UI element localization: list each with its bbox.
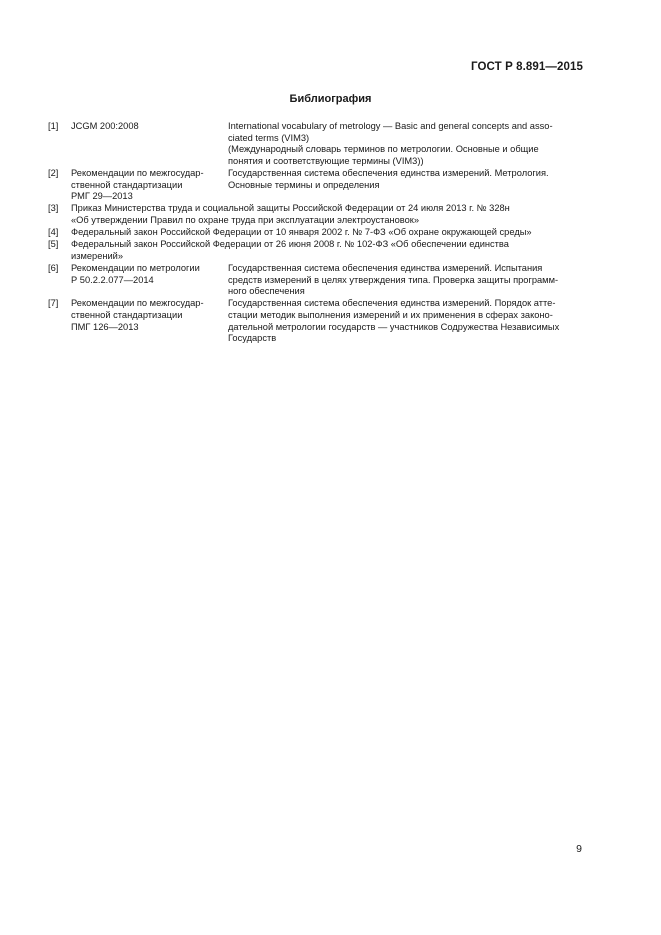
entry-description [228, 298, 584, 344]
source-line: Рекомендации по метрологии [71, 263, 200, 274]
text-line: Федеральный закон Российской Федерации от 10 января 2002 г. № 7-ФЗ «Об охране окружающей среды» [71, 227, 532, 238]
source-line: Рекомендации по межгосудар- [71, 167, 204, 178]
page-number: 9 [576, 843, 582, 855]
text-line: Федеральный закон Российской Федерации от 26 июня 2008 г. № 102-ФЗ «Об обеспечении единства [71, 239, 509, 250]
entry-description [228, 121, 584, 167]
description-line: Государственная система обеспечения единства измерений. Испытания [228, 263, 543, 274]
text-line: измерений» [71, 250, 124, 261]
bibliography-entry-6 [48, 263, 584, 298]
entry-source [71, 168, 228, 203]
text-line: Приказ Министерства труда и социальной защиты Российской Федерации от 24 июля 2013 г. № 328н [71, 203, 510, 214]
document-code: ГОСТ Р 8.891—2015 [471, 61, 583, 73]
source-line: ственной стандартизации [71, 179, 183, 190]
description-line: International vocabulary of metrology — Basic and general concepts and asso- [228, 121, 553, 131]
entry-number: [1] [48, 121, 59, 131]
entry-source [71, 121, 228, 167]
description-line: ного обеспечения [228, 286, 305, 297]
entry-source [71, 298, 228, 344]
description-line: ciated terms (VIM3) [228, 132, 310, 143]
description-line: Государственная система обеспечения единства измерений. Метрология. [228, 167, 549, 178]
section-title: Библиография [289, 93, 372, 105]
entry-text [71, 239, 584, 262]
description-line: средств измерений в целях утверждения типа. Проверка защиты программ- [228, 274, 559, 285]
entry-number: [7] [48, 298, 59, 309]
description-line: Государств [228, 333, 277, 344]
bibliography-entry-2 [48, 168, 584, 203]
entry-text [71, 227, 584, 239]
bibliography-entry-5 [48, 239, 584, 262]
entry-number: [3] [48, 203, 59, 214]
source-line: JCGM 200:2008 [71, 121, 139, 131]
bibliography-entry-4 [48, 227, 584, 239]
bibliography-list [48, 121, 584, 345]
entry-number: [5] [48, 239, 59, 250]
entry-source [71, 263, 228, 298]
source-line: ственной стандартизации [71, 310, 183, 321]
entry-number: [6] [48, 263, 59, 274]
bibliography-entry-1 [48, 121, 584, 167]
entry-number: [4] [48, 227, 59, 238]
description-line: стации методик выполнения измерений и их применения в сферах законо- [228, 310, 553, 321]
description-line: (Международный словарь терминов по метрологии. Основные и общие [228, 144, 539, 155]
text-line: «Об утверждении Правил по охране труда при эксплуатации электроустановок» [71, 214, 420, 225]
entry-text [71, 203, 584, 226]
description-line: Государственная система обеспечения единства измерений. Порядок атте- [228, 298, 556, 309]
source-line: Рекомендации по межгосудар- [71, 298, 204, 309]
bibliography-entry-3 [48, 203, 584, 226]
source-line: РМГ 29—2013 [71, 191, 133, 202]
entry-number: [2] [48, 167, 59, 178]
source-line: ПМГ 126—2013 [71, 321, 139, 332]
entry-description [228, 263, 584, 298]
source-line: Р 50.2.2.077—2014 [71, 274, 154, 285]
description-line: дательной метрологии государств — участников Содружества Независимых [228, 321, 560, 332]
description-line: Основные термины и определения [228, 179, 380, 190]
entry-description [228, 168, 584, 203]
description-line: понятия и соответствующие термины (VIM3)) [228, 155, 424, 166]
bibliography-entry-7 [48, 298, 584, 344]
